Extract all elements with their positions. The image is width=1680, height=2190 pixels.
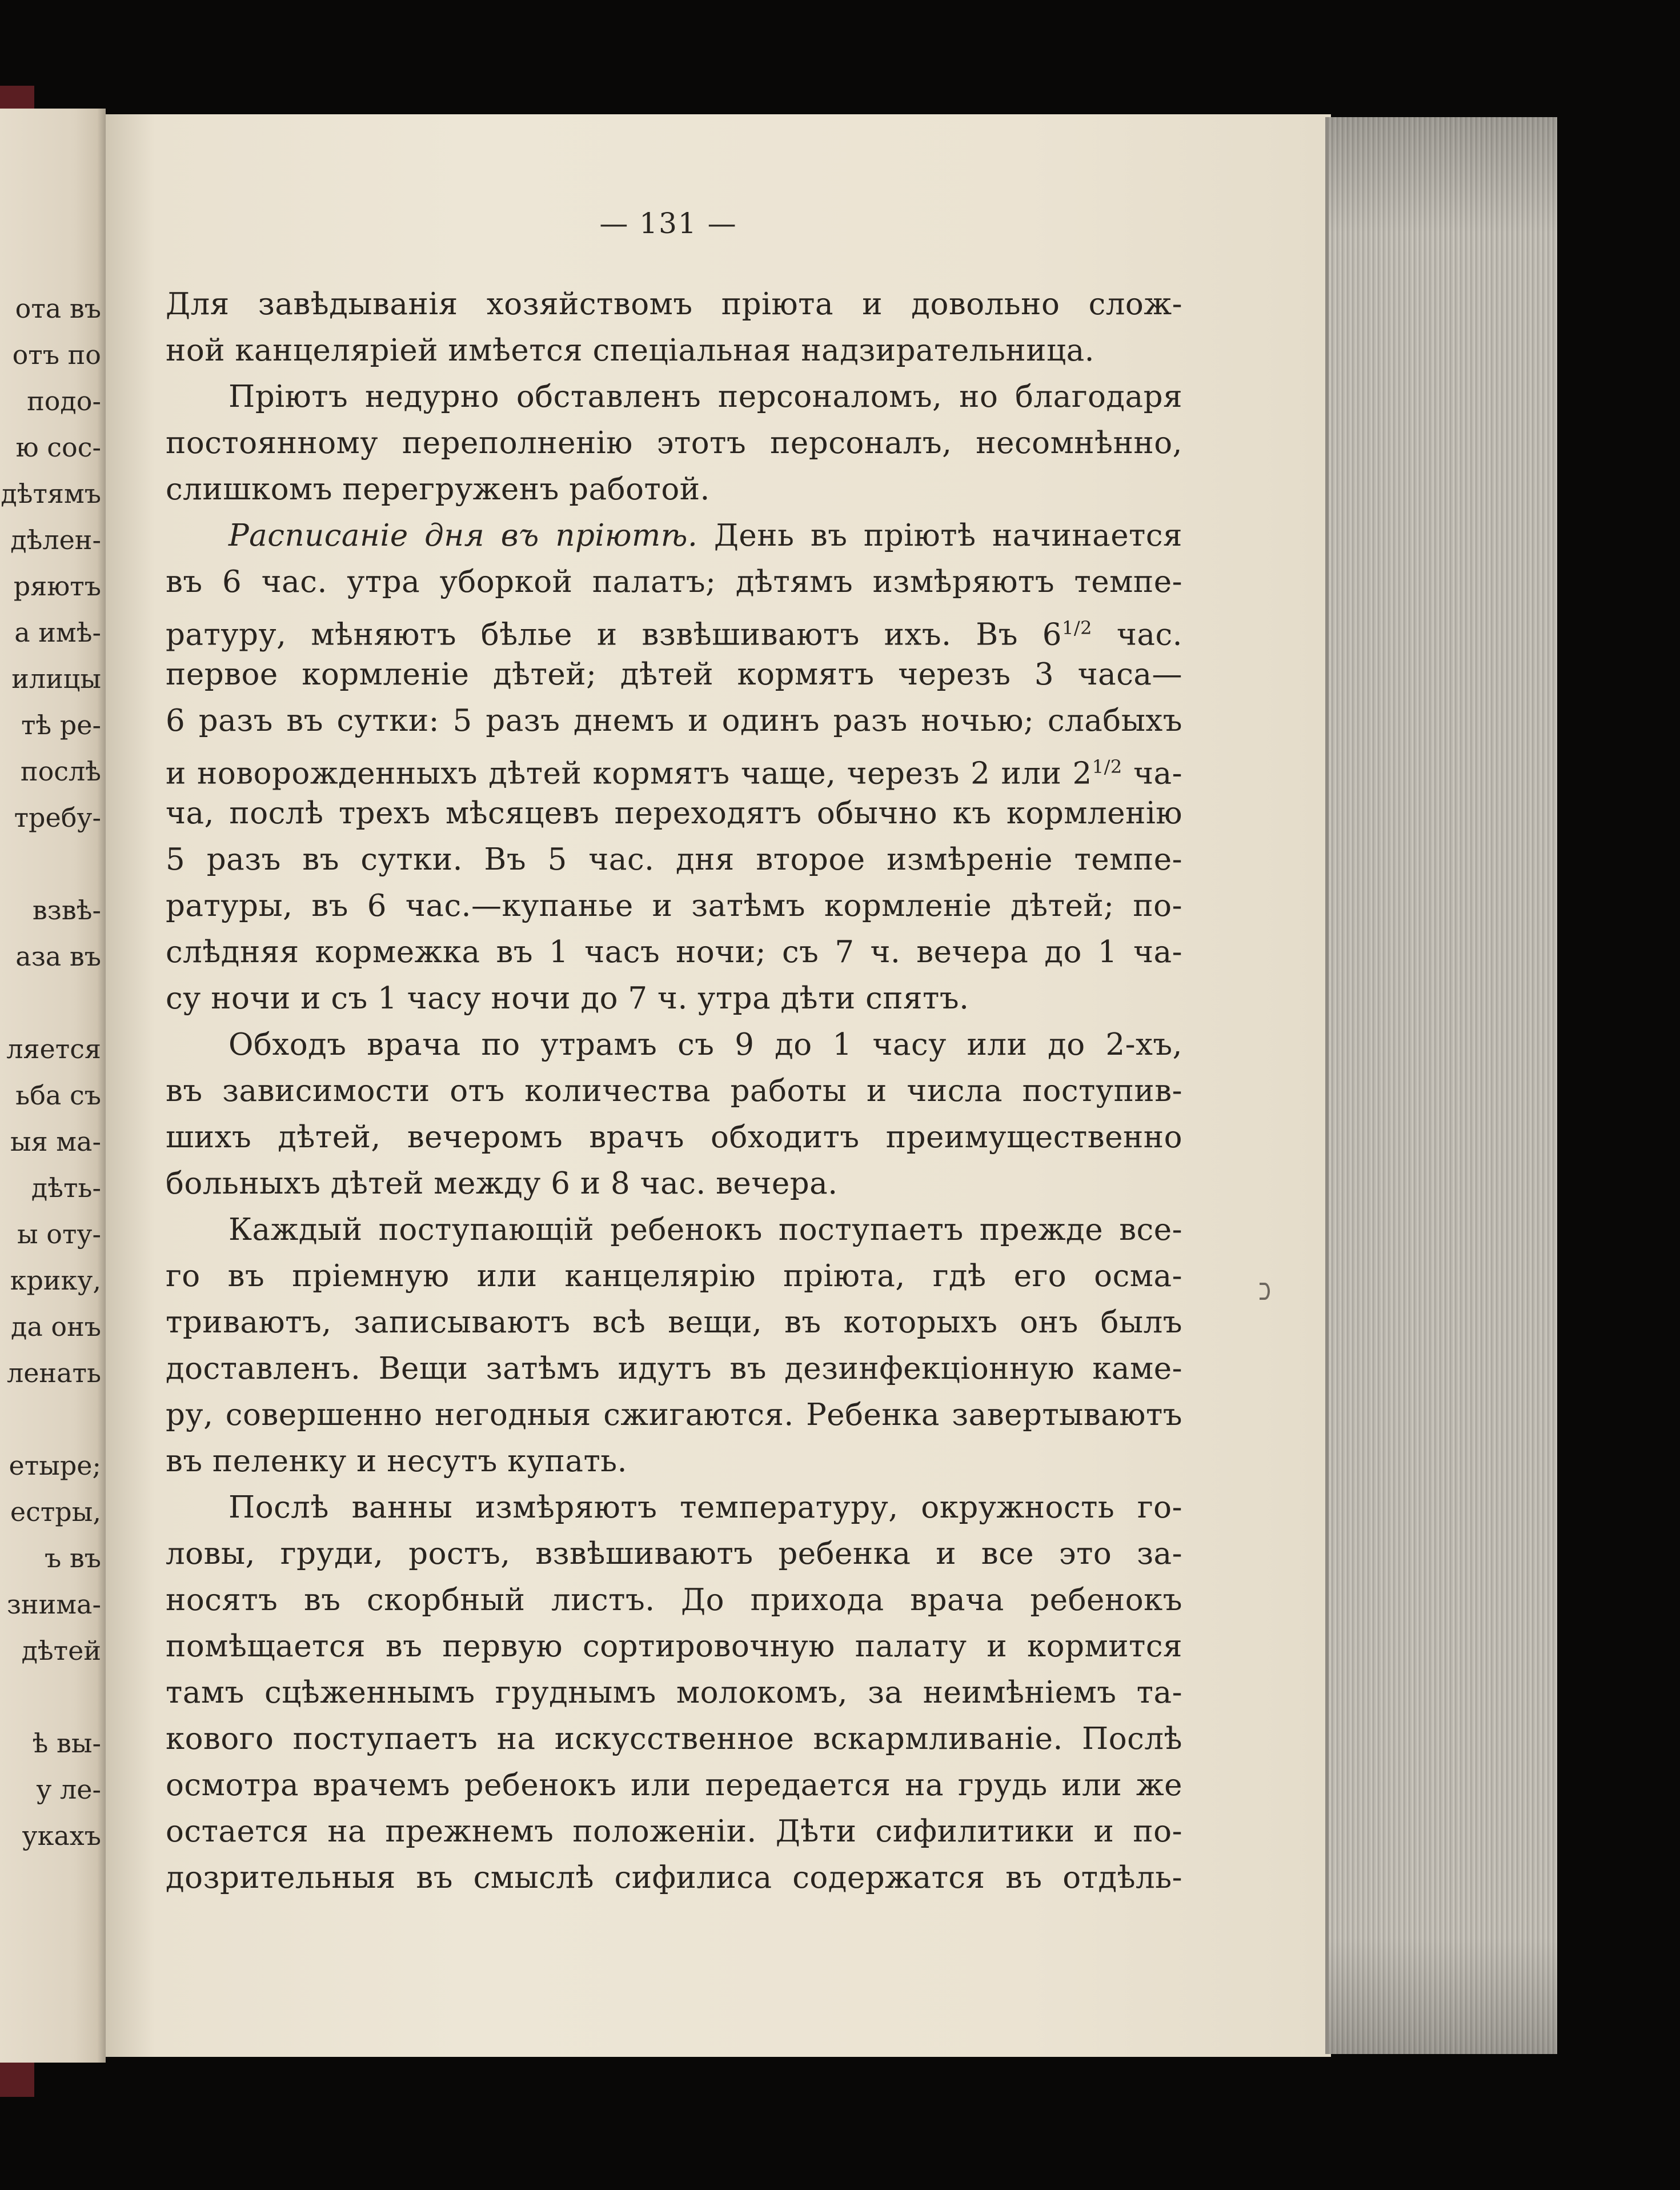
facing-line: да онъ (11, 1311, 101, 1342)
facing-line: знима- (6, 1589, 101, 1620)
text-line: первое кормленіе дѣтей; дѣтей кормятъ черезъ 3 часа— (166, 657, 1182, 692)
facing-line: ота въ (15, 293, 101, 324)
text-line: въ 6 час. утра уборкой палатъ; дѣтямъ измѣряютъ темпе- (166, 564, 1182, 599)
text-line: больныхъ дѣтей между 6 и 8 час. вечера. (166, 1166, 838, 1201)
text-fragment: час. (1092, 617, 1183, 652)
text-line (166, 605, 1182, 651)
facing-line: дѣть- (31, 1172, 101, 1203)
text-fragment: ратуру, мѣняютъ бѣлье и взвѣшиваютъ ихъ. Въ 6 (166, 617, 1062, 652)
text-line: Пріютъ недурно обставленъ персоналомъ, но благодаря (228, 379, 1182, 414)
text-line: въ пеленку и несутъ купать. (166, 1444, 627, 1479)
page-number: — 131 — (599, 207, 737, 240)
text-fragment: День въ пріютѣ начинается (713, 518, 1182, 553)
text-line: осмотра врачемъ ребенокъ или передается на грудь или же (166, 1768, 1182, 1803)
facing-line (1, 980, 101, 1026)
text-line: постоянному переполненію этотъ персоналъ, несомнѣнно, (166, 426, 1182, 461)
facing-line: ыя ма- (10, 1126, 101, 1157)
text-line: въ зависимости отъ количества работы и числа поступив- (166, 1074, 1182, 1108)
facing-line (1, 1674, 101, 1720)
facing-line: дѣтей (21, 1635, 101, 1666)
text-line: остается на прежнемъ положеніи. Дѣти сифилитики и по- (166, 1814, 1182, 1849)
facing-line: тѣ ре- (21, 710, 101, 740)
text-line: Для завѣдыванія хозяйствомъ пріюта и довольно слож- (166, 287, 1182, 322)
text-line (166, 513, 1182, 559)
page-body-text (166, 281, 1182, 1901)
facing-page-left (0, 109, 106, 2063)
text-line: ратуры, въ 6 час.—купанье и затѣмъ кормленіе дѣтей; по- (166, 888, 1182, 923)
facing-line: ьба съ (15, 1080, 101, 1111)
text-line: кового поступаетъ на искусственное вскармливаніе. Послѣ (166, 1721, 1182, 1756)
text-line: су ночи и съ 1 часу ночи до 7 ч. утра дѣти спятъ. (166, 981, 969, 1016)
facing-line: естры, (10, 1496, 101, 1527)
facing-line: дѣлен- (10, 525, 101, 555)
facing-line: требу- (14, 802, 101, 833)
fraction: 1/2 (1092, 756, 1122, 778)
text-line: ной канцеляріей имѣется спеціальная надзирательница. (166, 333, 1095, 368)
fraction: 1/2 (1062, 617, 1092, 639)
text-fragment: ча- (1122, 756, 1182, 791)
text-line: слѣдняя кормежка въ 1 часъ ночи; съ 7 ч. вечера до 1 ча- (166, 935, 1182, 970)
section-heading-italic: Расписаніе дня въ пріютѣ. (228, 518, 698, 553)
text-line: Послѣ ванны измѣряютъ температуру, окружность го- (228, 1490, 1182, 1525)
facing-line: ю сос- (15, 432, 101, 463)
text-line: носятъ въ скорбный листъ. До прихода врача ребенокъ (166, 1583, 1182, 1618)
text-line: Обходъ врача по утрамъ съ 9 до 1 часу или до 2-хъ, (228, 1027, 1182, 1062)
text-line: Каждый поступающій ребенокъ поступаетъ прежде все- (228, 1212, 1182, 1247)
facing-line: у ле- (36, 1774, 101, 1805)
text-line: ча, послѣ трехъ мѣсяцевъ переходятъ обычно къ кормленію (166, 796, 1182, 831)
facing-line: етыре; (9, 1450, 101, 1481)
text-fragment: и новорожденныхъ дѣтей кормятъ чаще, черезъ 2 или 2 (166, 756, 1092, 791)
facing-line (1, 1396, 101, 1443)
facing-line: аза въ (15, 941, 101, 972)
text-line: 6 разъ въ сутки: 5 разъ днемъ и одинъ разъ ночью; слабыхъ (166, 703, 1182, 738)
text-line (166, 744, 1182, 790)
text-line: ловы, груди, ростъ, взвѣшиваютъ ребенка и все это за- (166, 1536, 1182, 1571)
page-blemish (1260, 1283, 1270, 1300)
facing-page-text (1, 286, 101, 1859)
facing-line: дѣтямъ (1, 478, 101, 509)
page-edges-stack (1325, 117, 1557, 2054)
facing-line: отъ по (12, 339, 101, 370)
facing-line: взвѣ- (32, 895, 101, 926)
facing-line: ряютъ (13, 571, 101, 602)
text-line: ру, совершенно негодныя сжигаются. Ребенка завертываютъ (166, 1398, 1182, 1432)
text-line: тамъ сцѣженнымъ груднымъ молокомъ, за неимѣніемъ та- (166, 1675, 1182, 1710)
facing-line: ленать (6, 1358, 101, 1388)
text-line: доставленъ. Вещи затѣмъ идутъ въ дезинфекціонную каме- (166, 1351, 1182, 1386)
facing-line: ъ въ (44, 1543, 101, 1574)
text-line: го въ пріемную или канцелярію пріюта, гдѣ его осма- (166, 1259, 1182, 1294)
facing-line: ѣ вы- (32, 1728, 101, 1759)
facing-line (1, 841, 101, 887)
facing-line: а имѣ- (14, 617, 101, 648)
facing-line: илицы (11, 663, 101, 694)
facing-line: подо- (27, 386, 101, 417)
facing-line: ляется (6, 1034, 101, 1064)
text-line: дозрительныя въ смыслѣ сифилиса содержатся въ отдѣль- (166, 1860, 1182, 1895)
text-line: помѣщается въ первую сортировочную палату и кормится (166, 1629, 1182, 1664)
text-line: триваютъ, записываютъ всѣ вещи, въ которыхъ онъ былъ (166, 1305, 1182, 1340)
facing-line: крику, (10, 1265, 101, 1296)
text-line: 5 разъ въ сутки. Въ 5 час. дня второе измѣреніе темпе- (166, 842, 1182, 877)
facing-line: укахъ (22, 1820, 101, 1851)
facing-line: ы оту- (17, 1219, 101, 1250)
facing-line: послѣ (20, 756, 101, 787)
text-line: шихъ дѣтей, вечеромъ врачъ обходитъ преимущественно (166, 1120, 1182, 1155)
text-line: слишкомъ перегруженъ работой. (166, 472, 710, 507)
